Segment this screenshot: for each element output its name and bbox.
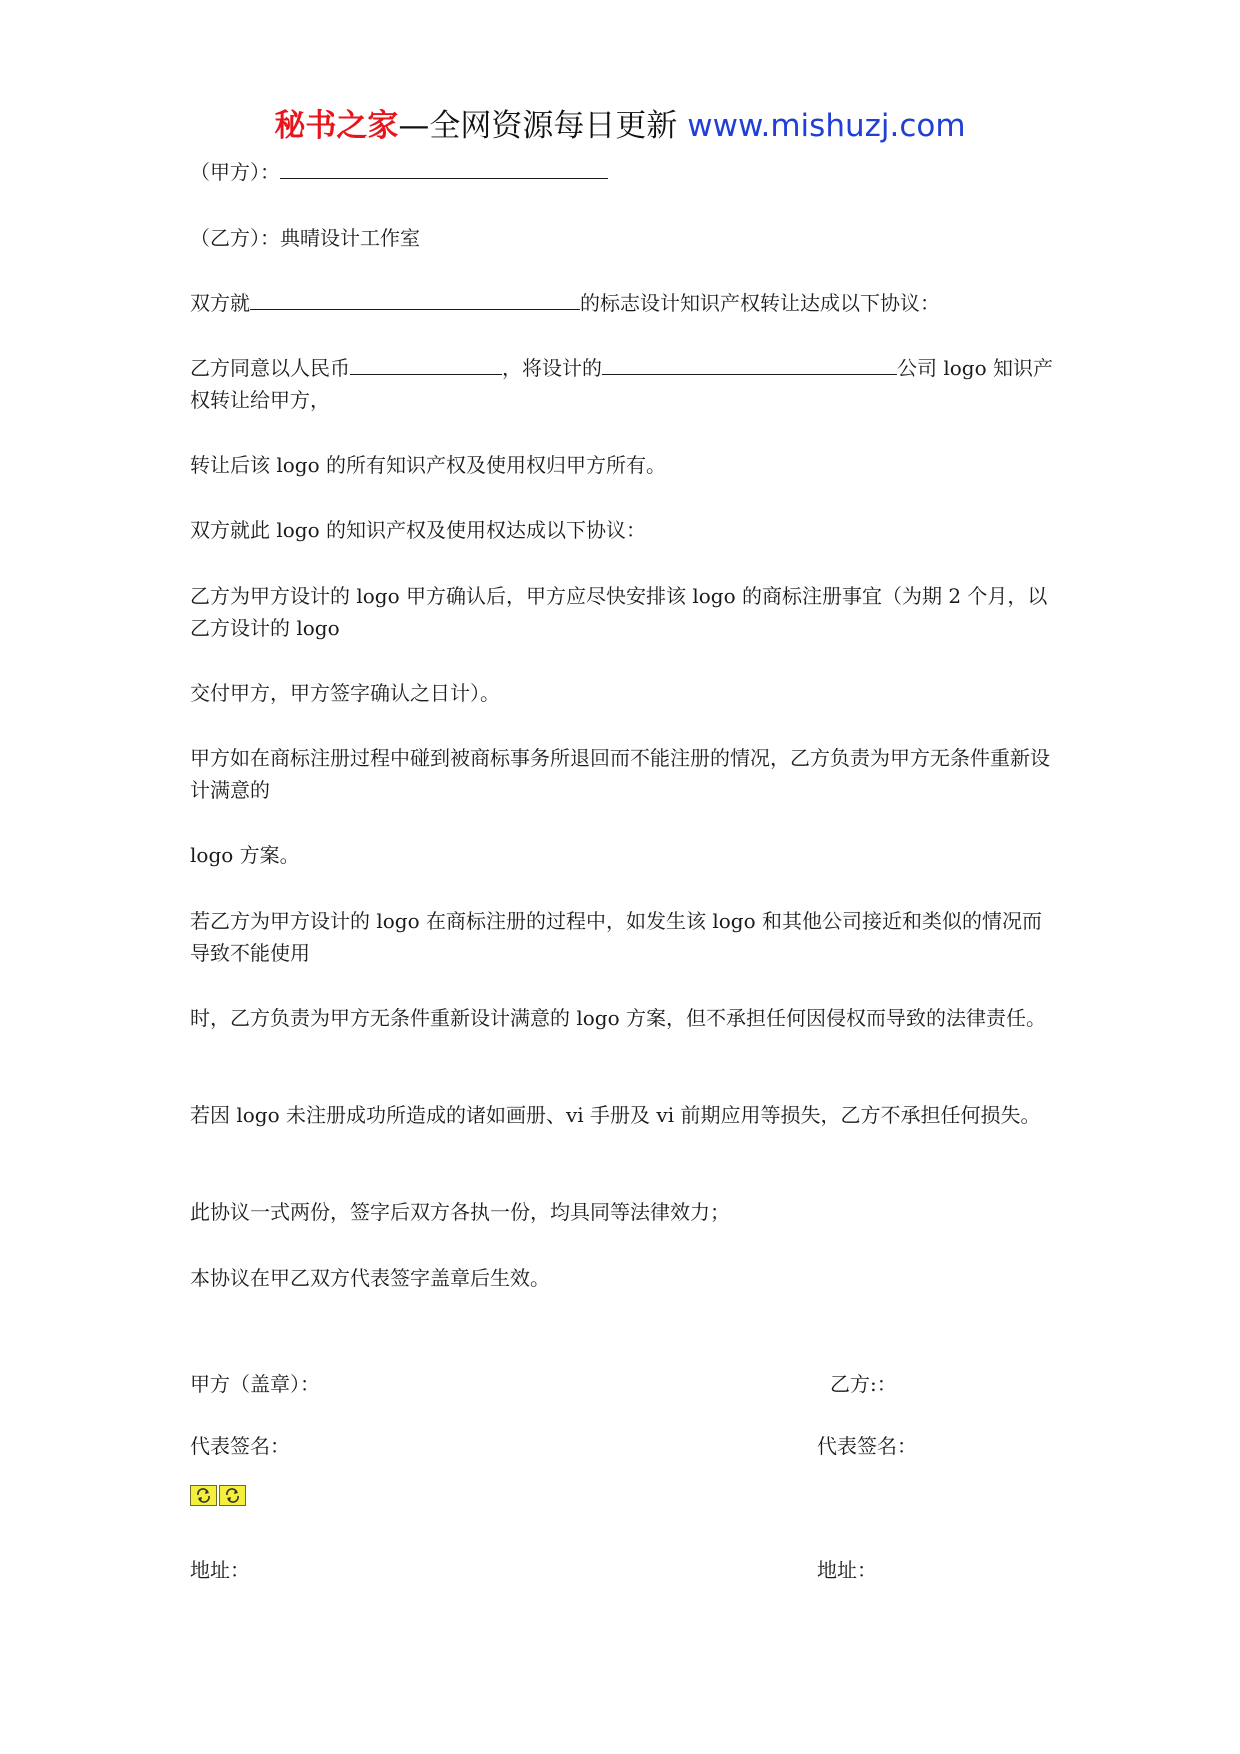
clause-price	[190, 352, 1060, 416]
brand-name: 秘书之家	[274, 108, 399, 144]
clause-intro: 双方就此 logo 的知识产权及使用权达成以下协议：	[190, 518, 646, 542]
clause-subject-suffix: 的标志设计知识产权转让达成以下协议：	[580, 291, 940, 315]
clause-rejection-cont: logo 方案。	[190, 843, 300, 867]
header-tagline: —全网资源每日更新	[398, 108, 688, 144]
address-b-label: 地址：	[817, 1558, 877, 1582]
clause-registration: 乙方为甲方设计的 logo 甲方确认后，甲方应尽快安排该 logo 的商标注册事宜（为期 2 个月，以乙方设计的 logo	[190, 584, 1048, 640]
clause-rejection: 甲方如在商标注册过程中碰到被商标事务所退回而不能注册的情况，乙方负责为甲方无条件重新设计满意的	[190, 746, 1050, 802]
clause-copies: 此协议一式两份，签字后双方各执一份，均具同等法律效力；	[190, 1200, 730, 1224]
party-a-seal-label: 甲方（盖章）：	[190, 1372, 320, 1396]
site-header	[0, 100, 1240, 145]
party-b-label: 乙方:：	[830, 1372, 897, 1396]
broken-image-icon	[190, 1485, 217, 1506]
clause-subject-prefix: 双方就	[190, 291, 250, 315]
broken-image-placeholders	[190, 1485, 246, 1506]
clause-price-middle: ，将设计的	[502, 356, 602, 380]
company-blank[interactable]	[602, 352, 897, 375]
clause-subject	[190, 287, 1060, 319]
address-a-label: 地址：	[190, 1558, 250, 1582]
clause-price-prefix: 乙方同意以人民币	[190, 356, 350, 380]
rep-b-signature-label: 代表签名：	[817, 1434, 917, 1458]
price-blank[interactable]	[350, 352, 502, 375]
clause-registration-cont: 交付甲方，甲方签字确认之日计）。	[190, 681, 500, 705]
party-a-blank[interactable]	[280, 156, 608, 179]
clause-ownership: 转让后该 logo 的所有知识产权及使用权归甲方所有。	[190, 453, 666, 477]
party-a-label: （甲方）：	[190, 160, 280, 184]
broken-image-icon	[219, 1485, 246, 1506]
party-a-line	[190, 156, 1060, 188]
party-b-line: （乙方）：典晴设计工作室	[190, 226, 420, 250]
logo-subject-blank[interactable]	[250, 287, 580, 310]
clause-similarity: 若乙方为甲方设计的 logo 在商标注册的过程中，如发生该 logo 和其他公司接近和类似的情况而导致不能使用	[190, 909, 1042, 965]
rep-a-signature-label: 代表签名：	[190, 1434, 290, 1458]
clause-effective: 本协议在甲乙双方代表签字盖章后生效。	[190, 1266, 550, 1290]
clause-liability: 时，乙方负责为甲方无条件重新设计满意的 logo 方案，但不承担任何因侵权而导致的法律责任。	[190, 1006, 1046, 1030]
clause-price-suffix: 公司 logo 知识产权转让给甲方，	[190, 356, 1053, 412]
site-url[interactable]: www.mishuzj.com	[687, 108, 966, 144]
clause-losses: 若因 logo 未注册成功所造成的诸如画册、vi 手册及 vi 前期应用等损失，乙方不承担任何损失。	[190, 1103, 1041, 1127]
